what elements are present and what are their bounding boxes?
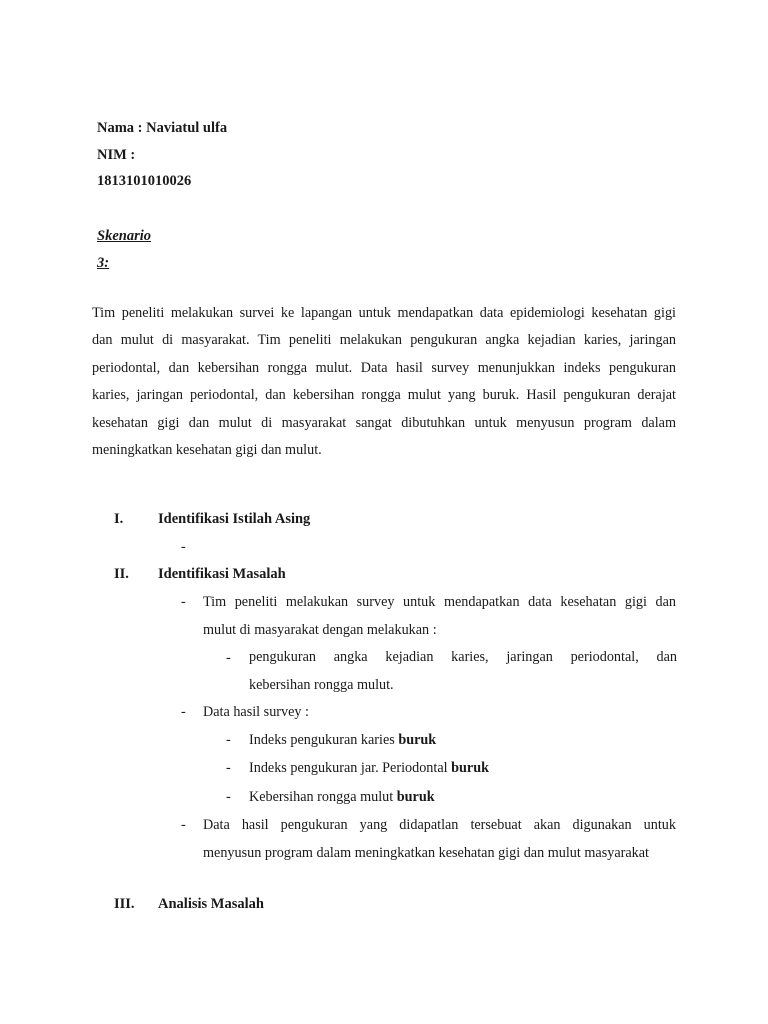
section-title-3: Analisis Masalah [158, 896, 264, 912]
section-numeral-2: II. [114, 566, 129, 582]
dash-bullet: - [226, 650, 231, 666]
name-line: Nama : Naviatul ulfa [97, 120, 228, 136]
list-item-line: Tim peneliti melakukan survey untuk mendapatkan data kesehatan gigi dan [203, 594, 676, 610]
sub-item-bold: buruk [451, 760, 489, 776]
list-item [203, 811, 676, 867]
section-title-1: Identifikasi Istilah Asing [158, 511, 311, 527]
list-item-line: Data hasil pengukuran yang didapatlan tersebuat akan digunakan untuk [203, 817, 676, 833]
paragraph-line: karies, jaringan periodontal, dan kebersihan rongga mulut yang buruk. Hasil pengukuran derajat [92, 387, 676, 404]
dash-bullet: - [226, 732, 231, 748]
dash-bullet: - [181, 594, 186, 610]
paragraph-line: Tim peneliti melakukan survei ke lapangan untuk mendapatkan data epidemiologi kesehatan gigi [92, 305, 676, 321]
list-item-line: pengukuran angka kejadian karies, jaringan periodontal, dan [249, 649, 677, 665]
paragraph-line: kesehatan gigi dan mulut di masyarakat sangat dibutuhkan untuk menyusun program dalam [92, 414, 676, 431]
paragraph-line: dan mulut di masyarakat. Tim peneliti melakukan pengukuran angka kejadian karies, jaringan [92, 332, 676, 349]
sub-item-bold: buruk [396, 789, 435, 805]
section-numeral-3: III. [114, 896, 135, 912]
scenario-label: Skenario [97, 228, 151, 244]
nim-label: NIM : [97, 147, 136, 163]
sub-item-text: Indeks pengukuran jar. Periodontal [249, 760, 452, 776]
paragraph-line: meningkatkan kesehatan gigi dan mulut. [92, 442, 322, 459]
list-item-line: kebersihan rongga mulut. [249, 677, 394, 693]
nim-value: 1813101010026 [97, 173, 192, 189]
sub-list-item [249, 789, 435, 806]
section-numeral-1: I. [114, 511, 124, 527]
dash-bullet: - [226, 789, 231, 805]
scenario-paragraph [92, 300, 676, 464]
sub-list-item [249, 643, 677, 699]
list-item-line: menyusun program dalam meningkatkan kesehatan gigi dan mulut masyarakat [203, 845, 649, 861]
paragraph-line: periodontal, dan kebersihan rongga mulut. Data hasil survey menunjukkan indeks pengukuran [92, 359, 676, 376]
sub-list-item [249, 732, 436, 749]
dash-bullet: - [181, 704, 186, 720]
list-item-text: Data hasil survey : [203, 704, 309, 720]
list-item-line: mulut di masyarakat dengan melakukan : [203, 622, 437, 638]
dash-bullet: - [181, 817, 186, 833]
section-title-2: Identifikasi Masalah [158, 566, 286, 582]
dash-bullet: - [181, 539, 186, 555]
dash-bullet: - [226, 760, 231, 776]
sub-item-text: Kebersihan rongga mulut [249, 789, 397, 805]
sub-list-item [249, 760, 489, 777]
sub-item-text: Indeks pengukuran karies [249, 732, 399, 748]
list-item [203, 588, 676, 644]
scenario-number: 3: [97, 255, 110, 271]
sub-item-bold: buruk [398, 732, 437, 748]
